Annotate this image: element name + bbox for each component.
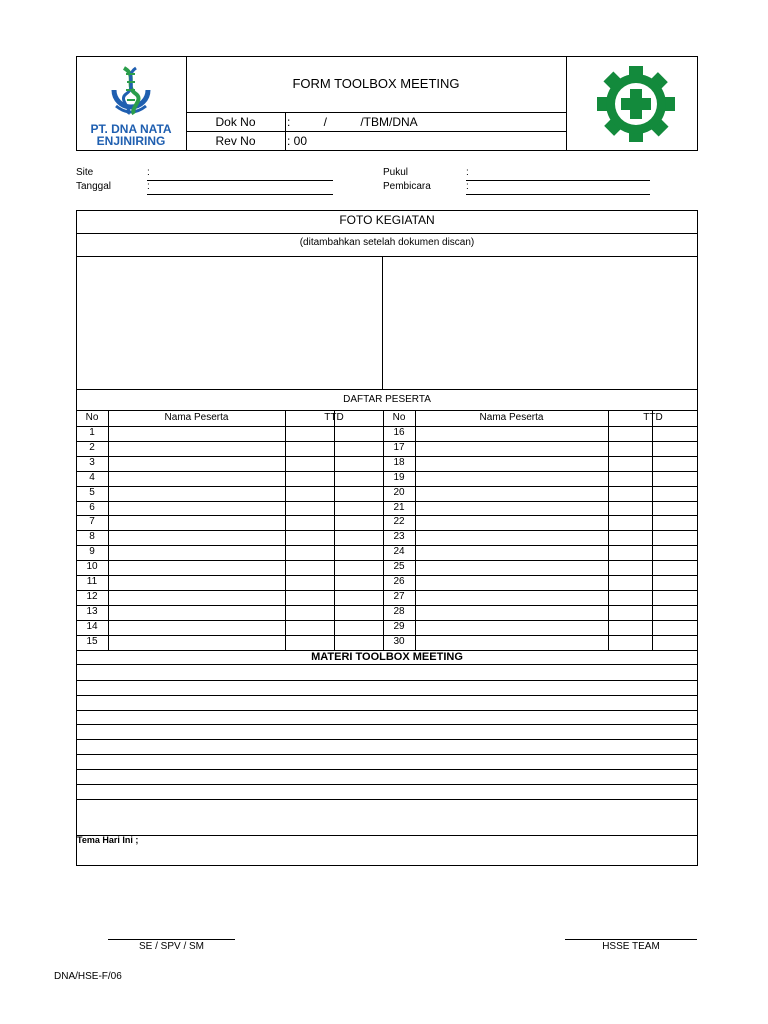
materi-line <box>76 835 698 836</box>
photo-slot-right[interactable] <box>383 257 697 389</box>
nama-peserta-cell[interactable] <box>109 636 284 649</box>
tanggal-field-line[interactable] <box>147 194 333 195</box>
nama-peserta-cell[interactable] <box>109 561 284 574</box>
materi-line <box>76 754 698 755</box>
row-number-left: 5 <box>89 486 95 498</box>
row-number-right: 26 <box>393 576 405 587</box>
row-number-left: 7 <box>89 516 95 528</box>
row-number-left: 12 <box>86 590 98 602</box>
nama-peserta-cell[interactable] <box>109 442 284 455</box>
row-number-right: 30 <box>393 635 405 647</box>
nama-peserta-cell[interactable] <box>416 472 607 485</box>
nama-peserta-cell[interactable] <box>109 591 284 604</box>
pembicara-field-line[interactable] <box>466 194 650 195</box>
nama-peserta-cell[interactable] <box>416 561 607 574</box>
pukul-label: Pukul <box>383 167 409 178</box>
company-name-line1: PT. DNA NATA <box>90 122 172 136</box>
header-divider <box>285 112 286 151</box>
materi-title: MATERI TOOLBOX MEETING <box>311 651 463 663</box>
materi-line <box>76 739 698 740</box>
nama-peserta-cell[interactable] <box>109 621 284 634</box>
pembicara-label: Pembicara <box>383 181 431 192</box>
row-number-right: 18 <box>393 456 405 468</box>
site-label: Site <box>76 167 94 178</box>
row-number-right: 17 <box>393 441 405 453</box>
col-nama-right: Nama Peserta <box>479 412 544 423</box>
rev-no-label: Rev No <box>215 134 256 148</box>
nama-peserta-cell[interactable] <box>416 487 607 500</box>
tanggal-colon: : <box>147 181 150 192</box>
pukul-colon: : <box>466 167 469 178</box>
nama-peserta-cell[interactable] <box>416 621 607 634</box>
nama-peserta-cell[interactable] <box>109 472 284 485</box>
nama-peserta-cell[interactable] <box>109 516 284 529</box>
site-colon: : <box>147 167 150 178</box>
col-ttd-left: TTD <box>324 412 344 423</box>
tema-hari-ini-label: Tema Hari Ini ; <box>77 835 139 845</box>
materi-line <box>76 799 698 800</box>
daftar-peserta-title: DAFTAR PESERTA <box>343 394 431 405</box>
form-title: FORM TOOLBOX MEETING <box>292 76 460 91</box>
materi-line <box>76 769 698 770</box>
row-number-right: 21 <box>393 501 405 513</box>
tanggal-label: Tanggal <box>76 181 112 192</box>
row-number-left: 15 <box>86 635 98 647</box>
col-no-left: No <box>85 412 99 423</box>
nama-peserta-cell[interactable] <box>416 591 607 604</box>
row-number-right: 29 <box>393 620 405 632</box>
row-number-left: 9 <box>89 546 95 558</box>
site-field-line[interactable] <box>147 180 333 181</box>
header-divider <box>186 112 566 113</box>
row-number-left: 2 <box>89 441 95 453</box>
rev-no-value: : 00 <box>287 134 308 148</box>
materi-line <box>76 695 698 696</box>
foto-note: (ditambahkan setelah dokumen discan) <box>299 237 475 248</box>
nama-peserta-cell[interactable] <box>416 457 607 470</box>
form-divider <box>76 389 698 390</box>
nama-peserta-cell[interactable] <box>109 502 284 515</box>
materi-line <box>76 680 698 681</box>
row-number-right: 19 <box>393 471 405 483</box>
signature-label-right: HSSE TEAM <box>602 941 660 952</box>
nama-peserta-cell[interactable] <box>416 636 607 649</box>
nama-peserta-cell[interactable] <box>109 487 284 500</box>
row-number-left: 4 <box>89 471 95 483</box>
nama-peserta-cell[interactable] <box>416 606 607 619</box>
photo-slot-left[interactable] <box>77 257 382 389</box>
row-number-right: 27 <box>393 590 405 602</box>
nama-peserta-cell[interactable] <box>416 576 607 589</box>
row-number-left: 13 <box>86 605 98 617</box>
col-ttd-right: TTD <box>643 412 663 423</box>
row-number-left: 8 <box>89 531 95 543</box>
header-divider <box>186 131 566 132</box>
foto-kegiatan-title: FOTO KEGIATAN <box>339 213 435 227</box>
row-number-left: 1 <box>89 427 95 438</box>
dok-no-label: Dok No <box>215 115 256 129</box>
signature-line-left[interactable] <box>108 939 235 940</box>
nama-peserta-cell[interactable] <box>416 502 607 515</box>
pukul-field-line[interactable] <box>466 180 650 181</box>
nama-peserta-cell[interactable] <box>109 606 284 619</box>
form-divider <box>76 233 698 234</box>
col-nama-left: Nama Peserta <box>164 412 229 423</box>
nama-peserta-cell[interactable] <box>416 442 607 455</box>
safety-cross-gear-icon <box>595 64 677 144</box>
nama-peserta-cell[interactable] <box>109 576 284 589</box>
row-number-right: 23 <box>393 531 405 543</box>
row-number-left: 11 <box>86 576 98 587</box>
row-number-right: 28 <box>393 605 405 617</box>
nama-peserta-cell[interactable] <box>109 531 284 544</box>
nama-peserta-cell[interactable] <box>416 427 607 440</box>
nama-peserta-cell[interactable] <box>109 457 284 470</box>
row-number-right: 16 <box>393 427 405 438</box>
materi-line <box>76 724 698 725</box>
row-number-right: 20 <box>393 486 405 498</box>
header-divider <box>566 56 567 151</box>
row-number-left: 14 <box>86 620 98 632</box>
dok-no-value: : / /TBM/DNA <box>287 115 418 129</box>
row-number-left: 3 <box>89 456 95 468</box>
row-number-right: 24 <box>393 546 405 558</box>
footer-form-code: DNA/HSE-F/06 <box>54 971 122 982</box>
signature-line-right[interactable] <box>565 939 697 940</box>
nama-peserta-cell[interactable] <box>416 516 607 529</box>
nama-peserta-cell[interactable] <box>416 546 607 559</box>
materi-title-divider <box>76 664 698 665</box>
pembicara-colon: : <box>466 181 469 192</box>
nama-peserta-cell[interactable] <box>109 427 284 440</box>
form-divider <box>76 410 698 411</box>
materi-line <box>76 784 698 785</box>
row-number-right: 25 <box>393 561 405 573</box>
row-number-left: 10 <box>86 561 98 573</box>
col-no-right: No <box>392 412 406 423</box>
row-number-right: 22 <box>393 516 405 528</box>
nama-peserta-cell[interactable] <box>416 531 607 544</box>
nama-peserta-cell[interactable] <box>109 546 284 559</box>
dna-logo-icon <box>104 62 158 120</box>
row-number-left: 6 <box>89 501 95 513</box>
materi-line <box>76 710 698 711</box>
signature-label-left: SE / SPV / SM <box>138 941 205 952</box>
company-name-line2: ENJINIRING <box>96 134 166 148</box>
